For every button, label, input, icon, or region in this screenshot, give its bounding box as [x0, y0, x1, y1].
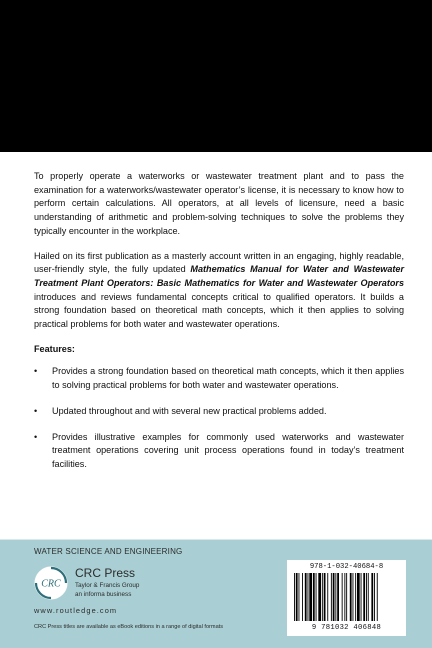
barcode-bar [309, 573, 312, 621]
book-title [34, 92, 424, 142]
barcode-bar [294, 573, 295, 621]
bullet-icon: • [34, 366, 38, 377]
barcode-bar [353, 573, 354, 621]
ebook-note: CRC Press titles are available as eBook editions in a range of digital formats [34, 624, 224, 630]
description-paragraph-2 [34, 250, 404, 332]
feature-item [34, 405, 404, 419]
barcode-bar [331, 573, 332, 621]
barcode-bar [313, 573, 315, 621]
publisher-url: www.routledge.com [34, 606, 118, 615]
barcode-bar [350, 573, 352, 621]
barcode-bar [322, 573, 323, 621]
barcode-bar [333, 573, 335, 621]
logo-text: CRC [41, 578, 61, 590]
description-paragraph-1: To properly operate a waterworks or wastewater treatment plant and to pass the examination for a waterworks/wastewater operator’s license, it is necessary to know how to perform certain calculations. All operators, at all levels of licensure, need a basic understanding of arithmetic and problem-solving techniques to solve the problems they typically encounter in the workplace. [34, 171, 404, 236]
barcode-bar [357, 573, 360, 621]
barcode-bar [342, 573, 343, 621]
isbn-label: 978-1-032-40684-8 [309, 563, 384, 571]
book-title-line-1: Basic Mathematics for Water [34, 92, 320, 116]
barcode-bar [318, 573, 321, 621]
features-heading: Features: [34, 343, 75, 354]
paragraph-2-lead: Hailed on its first publication as a masterly account written in an engaging, highly readable, user-friendly style, the fully updated [34, 250, 404, 275]
edition-label: Third Edition [34, 60, 130, 80]
isbn-digits: 9 781032 406848 [311, 624, 382, 632]
barcode-bar [299, 573, 300, 621]
barcode-bar [337, 573, 339, 621]
barcode-bar [368, 573, 369, 621]
barcode-bar [296, 573, 298, 621]
bullet-icon: • [34, 431, 38, 442]
feature-item [34, 431, 404, 472]
barcode-bar [316, 573, 317, 621]
barcode-bar [366, 573, 367, 621]
barcode-bar [305, 573, 307, 621]
barcode-bar [346, 573, 347, 621]
barcode-bar [361, 573, 362, 621]
feature-text: Provides a strong foundation based on theoretical math concepts, which it then applies to solving practical problems for both water and wastewater operations. [52, 366, 404, 391]
barcode-bar [324, 573, 326, 621]
barcode-bar [374, 573, 375, 621]
subject-category: WATER SCIENCE AND ENGINEERING [34, 547, 183, 556]
barcode-bar [335, 573, 336, 621]
feature-text: Provides illustrative examples for commonly used waterworks and wastewater treatment operations covering unit process operations found in today’s treatment facilities. [52, 431, 404, 469]
features-list [34, 365, 404, 471]
publisher-parent: an informa business [75, 591, 132, 598]
barcode-bar [344, 573, 345, 621]
barcode-bar [377, 573, 378, 621]
barcode-bar [308, 573, 309, 621]
feature-item [34, 365, 404, 392]
back-cover-description [34, 170, 404, 484]
barcode-icon [290, 573, 403, 623]
feature-text: Updated throughout and with several new practical problems added. [52, 405, 327, 416]
barcode-bar [327, 573, 328, 621]
barcode-bar [371, 573, 373, 621]
bullet-icon: • [34, 405, 38, 416]
barcode-bar [302, 573, 303, 621]
publisher-name: CRC Press [75, 566, 136, 580]
crc-logo-icon [34, 566, 68, 600]
paragraph-2-tail: introduces and reviews fundamental concepts critical to qualified operators. It builds a strong foundation based on theoretical math concepts, which it then applies to solving practical problems for both water and wastewater operations. [34, 291, 404, 330]
paragraph-2-book-title: Mathematics Manual for Water and Wastewater Treatment Plant Operators: Basic Mathematics for Water and Wastewater Operators [34, 264, 405, 288]
series-title: Mathematics Manual for Water and Wastewater Treatment Plant Operators [34, 38, 395, 50]
barcode-bar [363, 573, 365, 621]
book-title-line-2: and Wastewater Operators [34, 117, 299, 141]
barcode-bar [355, 573, 356, 621]
footer-divider [0, 539, 432, 540]
publisher-group: Taylor & Francis Group [75, 582, 140, 589]
